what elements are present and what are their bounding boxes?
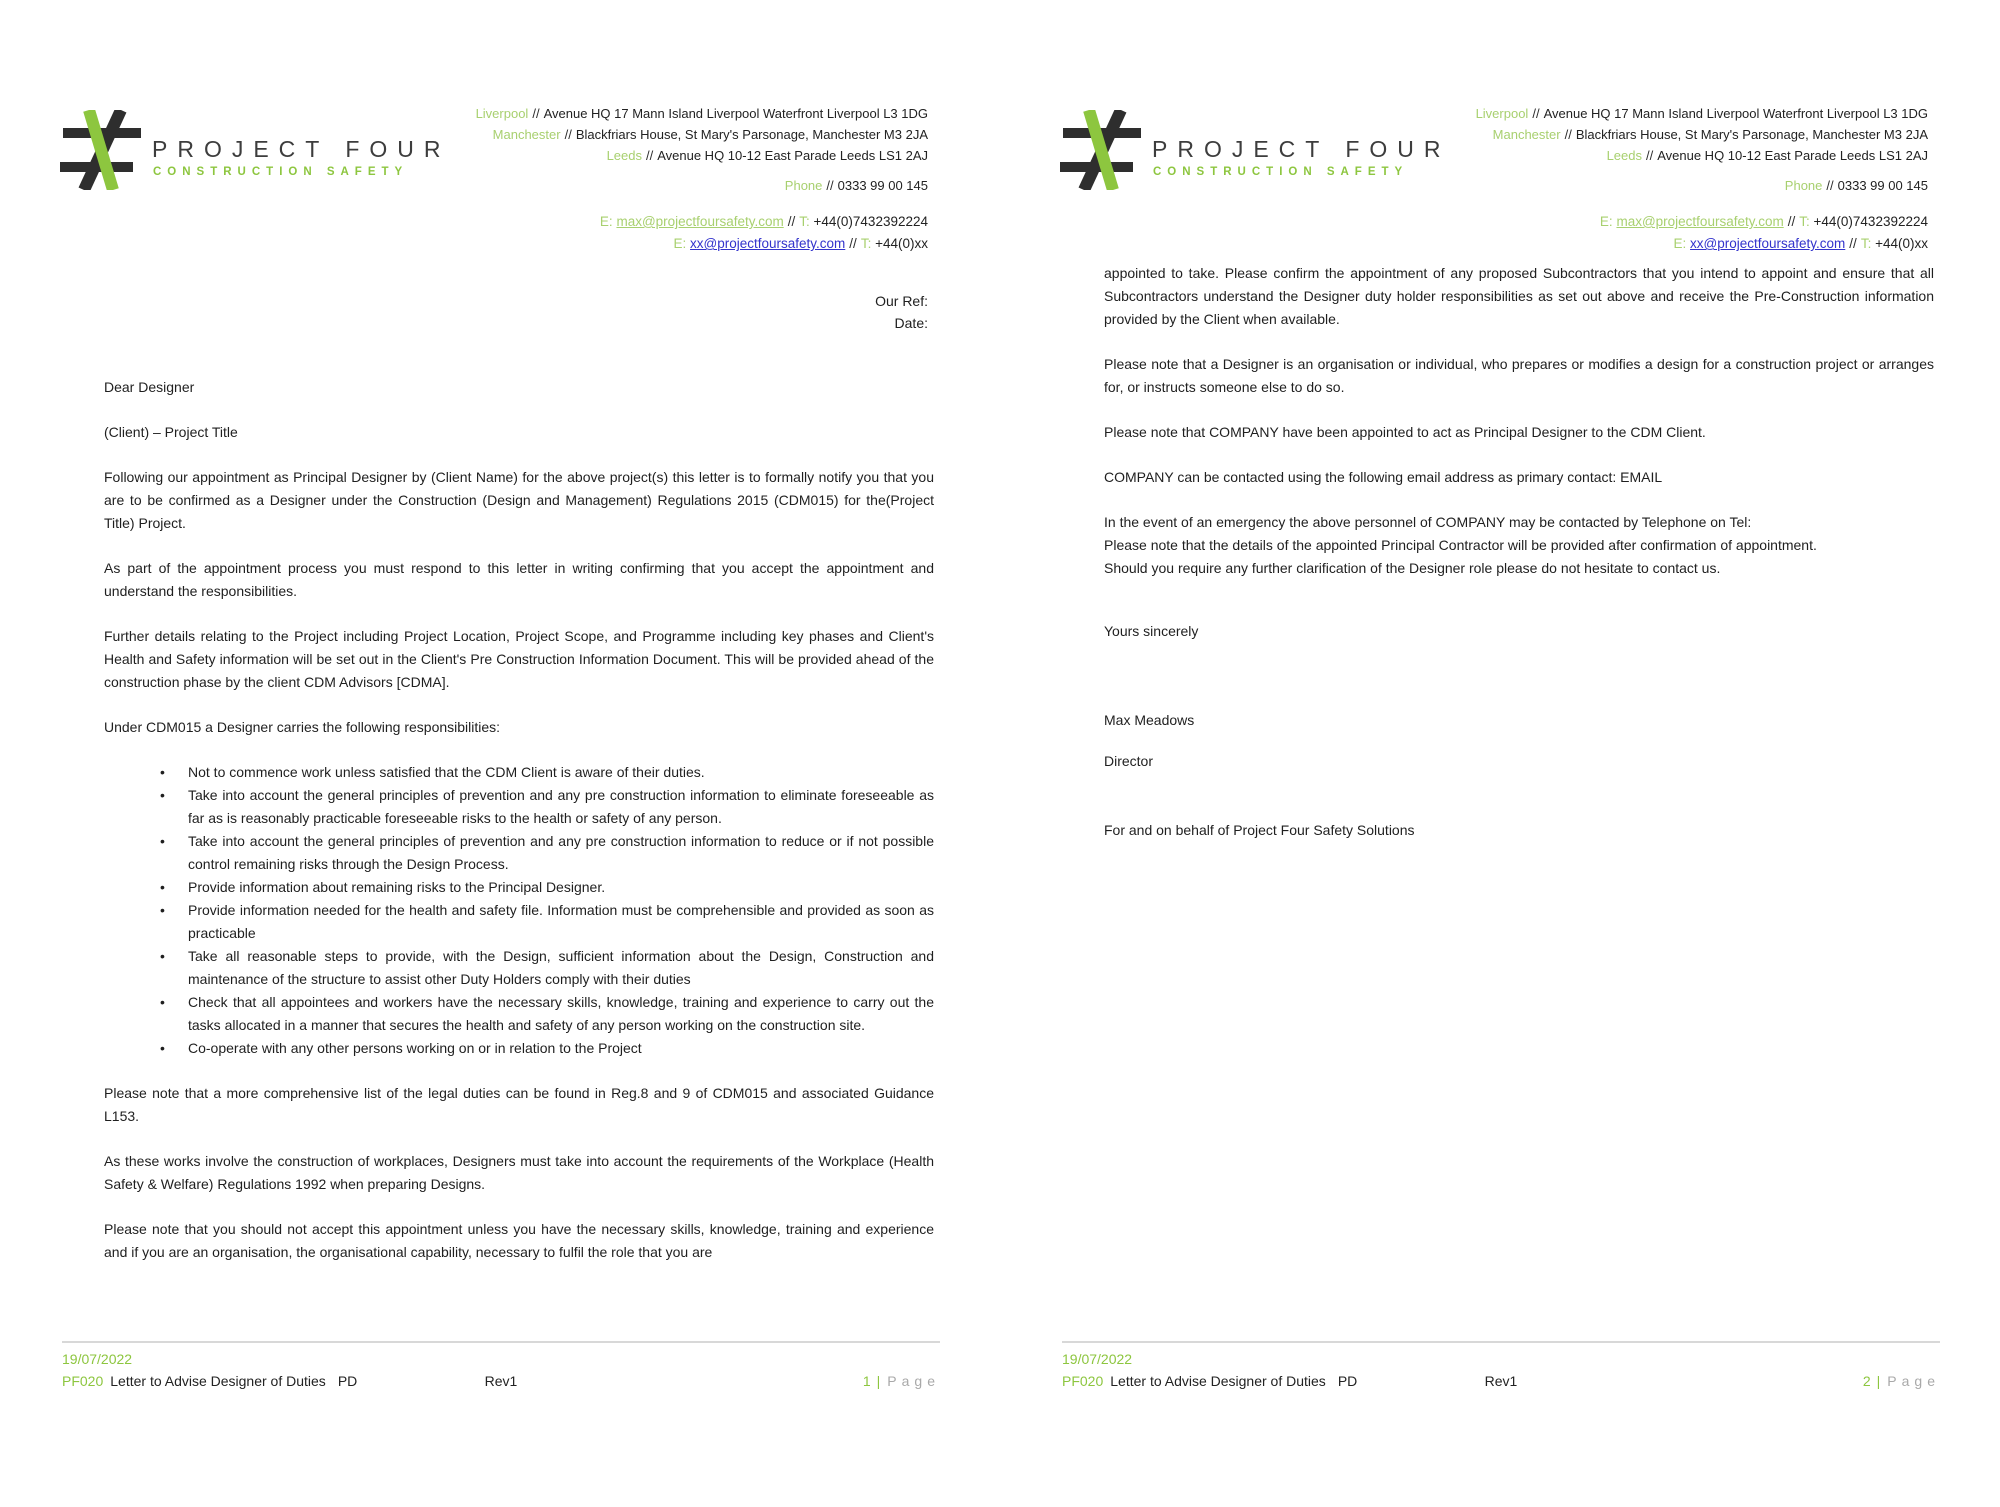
separator: // <box>1564 127 1572 142</box>
letter-body-page-2 <box>1104 262 1934 842</box>
office-address-text: Avenue HQ 10-12 East Parade Leeds LS1 2AJ <box>1657 148 1928 163</box>
separator: // <box>564 127 572 142</box>
phone-line <box>1476 175 1928 196</box>
tel-label: T: <box>860 236 872 251</box>
email-label: E: <box>1599 214 1613 229</box>
separator: // <box>1787 214 1796 229</box>
contact-line <box>476 211 928 233</box>
footer-date: 19/07/2022 <box>62 1351 133 1367</box>
office-address-manchester <box>1476 124 1928 145</box>
footer-page-number <box>517 1373 940 1389</box>
email-contact-lines <box>476 211 928 255</box>
paragraph: Please note that a more comprehensive list of the legal duties can be found in Reg.8 and 9 of CDM015 and associated Guidance L153. <box>104 1085 934 1124</box>
office-label: Liverpool <box>475 106 529 121</box>
paragraph: appointed to take. Please confirm the appointment of any proposed Subcontractors that you intend to appoint and ensure that all Subcontractors understand the Designer duty holder responsibilities as set out above and receive the Pre-Construction information provided by the Client when available. <box>1104 265 1934 327</box>
tel-label: T: <box>1799 214 1810 229</box>
footer-document-title <box>62 1373 485 1389</box>
separator: // <box>1849 236 1857 251</box>
paragraph: Following our appointment as Principal Designer by (Client Name) for the above project(s) this letter is to formally notify you that you are to be confirmed as a Designer under the Construction (Design and Management) Regulations 2015 (CDM015) for the(Project Title) Project. <box>104 469 934 531</box>
company-logo <box>1060 110 1451 190</box>
tel-label: T: <box>799 214 810 229</box>
page-footer <box>62 1373 940 1389</box>
footer-doc-code: PF020 <box>1062 1373 1104 1389</box>
office-address-liverpool <box>1476 103 1928 124</box>
list-item: • Provide information about remaining risks to the Principal Designer. <box>104 876 934 899</box>
paragraph: Please note that you should not accept this appointment unless you have the necessary skills, knowledge, training and experience and if you are an organisation, the organisational capability, necessary to fulfil the role that you are <box>104 1221 934 1260</box>
paragraph-line: Please note that the details of the appointed Principal Contractor will be provided after confirmation of appointment. <box>1104 537 1817 553</box>
footer-rule <box>62 1341 940 1343</box>
email-label: E: <box>1673 236 1687 251</box>
email-contact-lines <box>1476 211 1928 255</box>
paragraph-line: Should you require any further clarification of the Designer role please do not hesitate to contact us. <box>1104 560 1721 576</box>
page-number-value: 2 <box>1862 1373 1871 1389</box>
tel-label: T: <box>1860 236 1872 251</box>
footer-doc-type: PD <box>337 1373 358 1389</box>
office-address-text: Avenue HQ 17 Mann Island Liverpool Waterfront Liverpool L3 1DG <box>543 106 928 121</box>
company-tagline: CONSTRUCTION SAFETY <box>153 166 409 178</box>
list-item: • Provide information needed for the health and safety file. Information must be comprehensible and provided as soon as practicable <box>104 899 934 945</box>
email-link-max[interactable]: max@projectfoursafety.com <box>1616 214 1784 229</box>
company-logo <box>60 110 451 190</box>
letterhead-contact-block <box>476 103 928 255</box>
page-number-pipe: | <box>876 1373 881 1389</box>
paragraph: As these works involve the construction of workplaces, Designers must take into account the requirements of the Workplace (Health Safety & Welfare) Regulations 1992 when preparing Designs. <box>104 1153 934 1192</box>
list-item: • Take all reasonable steps to provide, with the Design, sufficient information about the Design, Construction and maintenance of the structure to assist other Duty Holders comply with their duties <box>104 945 934 991</box>
paragraph: COMPANY can be contacted using the following email address as primary contact: EMAIL <box>1104 469 1663 485</box>
phone-line <box>476 175 928 196</box>
subject-line: (Client) – Project Title <box>104 424 238 440</box>
page-word: Page <box>887 1373 940 1389</box>
list-item: • Check that all appointees and workers have the necessary skills, knowledge, training and experience to carry out the tasks allocated in a manner that secures the health and safety of any person working on the construction site. <box>104 991 934 1037</box>
separator: // <box>787 214 796 229</box>
office-label: Manchester <box>1492 127 1561 142</box>
list-item: • Co-operate with any other persons working on or in relation to the Project <box>104 1037 934 1060</box>
letterhead-contact-block <box>1476 103 1928 255</box>
our-ref-label: Our Ref: <box>875 293 928 309</box>
footer-title-text: Letter to Advise Designer of Duties <box>110 1373 326 1389</box>
hash-logo-icon <box>1060 110 1142 190</box>
phone-number: 0333 99 00 145 <box>1837 178 1928 193</box>
emergency-contact-paragraph <box>1104 511 1934 580</box>
list-intro: Under CDM015 a Designer carries the following responsibilities: <box>104 719 501 735</box>
company-tagline: CONSTRUCTION SAFETY <box>1153 166 1409 178</box>
office-address-text: Blackfriars House, St Mary's Parsonage, Manchester M3 2JA <box>575 127 928 142</box>
separator: // <box>1826 178 1834 193</box>
footer-document-title <box>1062 1373 1485 1389</box>
separator: // <box>532 106 540 121</box>
closing-salutation: Yours sincerely <box>1104 623 1199 639</box>
tel-number: +44(0)7432392224 <box>813 214 928 229</box>
office-address-text: Avenue HQ 10-12 East Parade Leeds LS1 2AJ <box>657 148 928 163</box>
phone-label: Phone <box>1784 178 1823 193</box>
paragraph: As part of the appointment process you must respond to this letter in writing confirming that you accept the appointment and understand the responsibilities. <box>104 560 934 599</box>
contact-line <box>476 233 928 255</box>
separator: // <box>1532 106 1540 121</box>
list-item: • Take into account the general principles of prevention and any pre construction information to eliminate foreseeable as far as is reasonably practicable foreseeable risks to the health or safety of any person. <box>104 784 934 830</box>
reference-block <box>875 290 928 334</box>
tel-number: +44(0)7432392224 <box>1813 214 1928 229</box>
paragraph: Please note that COMPANY have been appointed to act as Principal Designer to the CDM Client. <box>1104 424 1706 440</box>
paragraph-line: In the event of an emergency the above personnel of COMPANY may be contacted by Telephone on Tel: <box>1104 514 1752 530</box>
contact-line <box>1476 211 1928 233</box>
footer-rule <box>1062 1341 1940 1343</box>
on-behalf-line: For and on behalf of Project Four Safety Solutions <box>1104 822 1415 838</box>
office-label: Liverpool <box>1475 106 1529 121</box>
email-link-max[interactable]: max@projectfoursafety.com <box>616 214 784 229</box>
footer-date: 19/07/2022 <box>1062 1351 1133 1367</box>
office-address-leeds <box>476 145 928 166</box>
hash-logo-icon <box>60 110 142 190</box>
office-label: Manchester <box>492 127 561 142</box>
page-number-value: 1 <box>862 1373 871 1389</box>
footer-page-number <box>1517 1373 1940 1389</box>
footer-title-text: Letter to Advise Designer of Duties <box>1110 1373 1326 1389</box>
email-link-xx[interactable]: xx@projectfoursafety.com <box>690 236 846 251</box>
contact-line <box>1476 233 1928 255</box>
signatory-name: Max Meadows <box>1104 712 1195 728</box>
list-item: • Take into account the general principles of prevention and any pre construction information to reduce or if not possible control remaining risks through the Design Process. <box>104 830 934 876</box>
page-number-pipe: | <box>1876 1373 1881 1389</box>
paragraph: Further details relating to the Project including Project Location, Project Scope, and Programme including key phases and Client's Health and Safety information will be set out in the Client's Pre Construction Information Document. This will be provided ahead of the construction phase by the client CDM Advisors [CDMA]. <box>104 628 934 690</box>
page-word: Page <box>1887 1373 1940 1389</box>
office-label: Leeds <box>1606 148 1642 163</box>
letter-body-page-1 <box>104 376 934 1286</box>
paragraph: Please note that a Designer is an organisation or individual, who prepares or modifies a design for a construction project or arranges for, or instructs someone else to do so. <box>1104 356 1934 395</box>
email-label: E: <box>599 214 613 229</box>
company-name: PROJECT FOUR <box>152 136 451 162</box>
separator: // <box>849 236 857 251</box>
company-name: PROJECT FOUR <box>1152 136 1451 162</box>
email-link-xx[interactable]: xx@projectfoursafety.com <box>1690 236 1846 251</box>
tel-number: +44(0)xx <box>875 236 928 251</box>
tel-number: +44(0)xx <box>1875 236 1928 251</box>
page-footer <box>1062 1373 1940 1389</box>
designer-duties-list <box>104 761 934 1060</box>
office-address-manchester <box>476 124 928 145</box>
separator: // <box>826 178 834 193</box>
separator: // <box>1645 148 1654 163</box>
footer-doc-type: PD <box>1337 1373 1358 1389</box>
date-label: Date: <box>894 315 928 331</box>
footer-doc-code: PF020 <box>62 1373 104 1389</box>
office-label: Leeds <box>606 148 642 163</box>
signatory-role: Director <box>1104 753 1154 769</box>
office-address-text: Avenue HQ 17 Mann Island Liverpool Waterfront Liverpool L3 1DG <box>1543 106 1928 121</box>
office-address-text: Blackfriars House, St Mary's Parsonage, Manchester M3 2JA <box>1575 127 1928 142</box>
office-address-liverpool <box>476 103 928 124</box>
phone-number: 0333 99 00 145 <box>837 178 928 193</box>
salutation: Dear Designer <box>104 379 195 395</box>
phone-label: Phone <box>784 178 823 193</box>
list-item: • Not to commence work unless satisfied that the CDM Client is aware of their duties. <box>104 761 934 784</box>
footer-revision: Rev1 <box>1484 1373 1518 1389</box>
office-address-leeds <box>1476 145 1928 166</box>
separator: // <box>645 148 654 163</box>
email-label: E: <box>673 236 687 251</box>
footer-revision: Rev1 <box>484 1373 518 1389</box>
page-2 <box>1000 0 2000 1507</box>
